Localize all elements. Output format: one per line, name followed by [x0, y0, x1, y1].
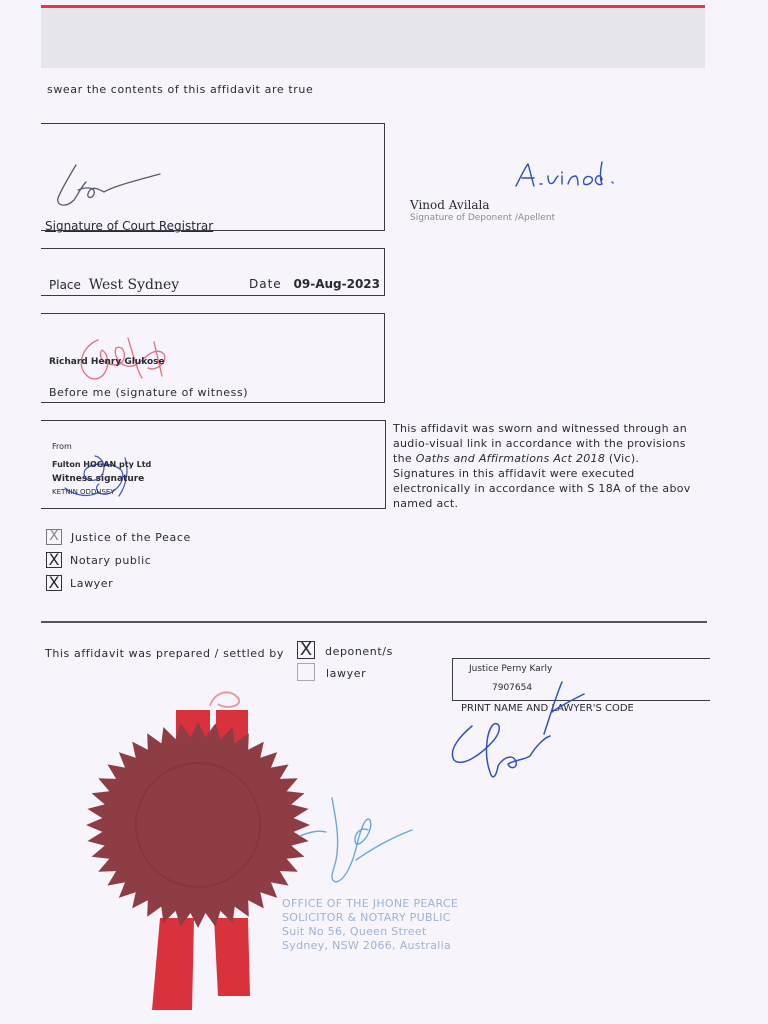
deponent-role: Signature of Deponent /Apellent [410, 213, 556, 223]
av-note-act: Oaths and Affirmations Act 2018 [415, 452, 606, 465]
lawyer-name: Justice Perny Karly [469, 664, 553, 674]
av-note-line6: named act. [393, 497, 459, 510]
section-divider [41, 621, 707, 623]
capacity-justice-checkbox[interactable]: X [46, 529, 62, 545]
av-note-line2: audio-visual link in accordance with the provisions [393, 437, 686, 450]
stamp-line1: OFFICE OF THE JHONE PEARCE [282, 897, 459, 910]
header-band [41, 8, 705, 68]
av-note-line1: This affidavit was sworn and witnessed through an [393, 422, 687, 435]
prepared-lawyer-checkbox[interactable] [297, 663, 315, 681]
deponent-signature [512, 158, 622, 192]
place-field [49, 277, 179, 293]
stamp-signature [296, 790, 421, 890]
date-label: Date [249, 277, 282, 291]
firm-company: Fulton HOGAN pty Ltd [52, 460, 152, 469]
capacity-notary-label: Notary public [70, 554, 152, 567]
wax-seal [84, 720, 312, 930]
firm-witness-signature: Witness signature [52, 474, 145, 484]
stamp-line4: Sydney, NSW 2066, Australia [282, 939, 452, 952]
stamp-line2: SOLICITOR & NOTARY PUBLIC [282, 911, 451, 924]
lawyer-code: 7907654 [492, 683, 533, 693]
date-value: 09-Aug-2023 [293, 277, 380, 291]
prepared-label: This affidavit was prepared / settled by [45, 647, 284, 660]
swear-line: swear the contents of this affidavit are true [47, 83, 314, 96]
deponent-name: Vinod Avilala [410, 198, 490, 212]
av-note-line5: electronically in accordance with S 18A of the abov [393, 482, 691, 495]
capacity-lawyer-checkbox[interactable]: X [46, 575, 62, 591]
av-note-line3 [393, 451, 711, 466]
av-note [393, 421, 711, 511]
lawyer-caption: PRINT NAME AND LAWYER'S CODE [461, 703, 634, 714]
av-note-line3-post: (Vic). [605, 452, 640, 465]
date-field [249, 277, 380, 291]
prepared-lawyer-label: lawyer [326, 667, 367, 680]
prepared-deponent-label: deponent/s [325, 645, 393, 658]
capacity-lawyer-label: Lawyer [70, 577, 114, 590]
place-label: Place [49, 278, 81, 292]
av-note-line4: Signatures in this affidavit were executed [393, 467, 635, 480]
firm-reference: KETNIN ODDUSEY [52, 488, 115, 496]
place-value: West Sydney [88, 277, 180, 293]
office-stamp [282, 897, 458, 953]
lawyer-signature [444, 676, 594, 791]
registrar-signature [48, 160, 168, 215]
av-note-line3-pre: the [393, 452, 416, 465]
witness-label: Before me (signature of witness) [49, 386, 249, 399]
capacity-notary-checkbox[interactable]: X [46, 552, 62, 568]
witness-name: Richard Henry Glukose [49, 357, 165, 367]
firm-from: From [52, 442, 72, 451]
prepared-deponent-checkbox[interactable]: X [297, 641, 315, 659]
stamp-line3: Suit No 56, Queen Street [282, 925, 427, 938]
registrar-label: Signature of Court Registrar [45, 219, 214, 233]
capacity-justice-label: Justice of the Peace [71, 531, 191, 544]
